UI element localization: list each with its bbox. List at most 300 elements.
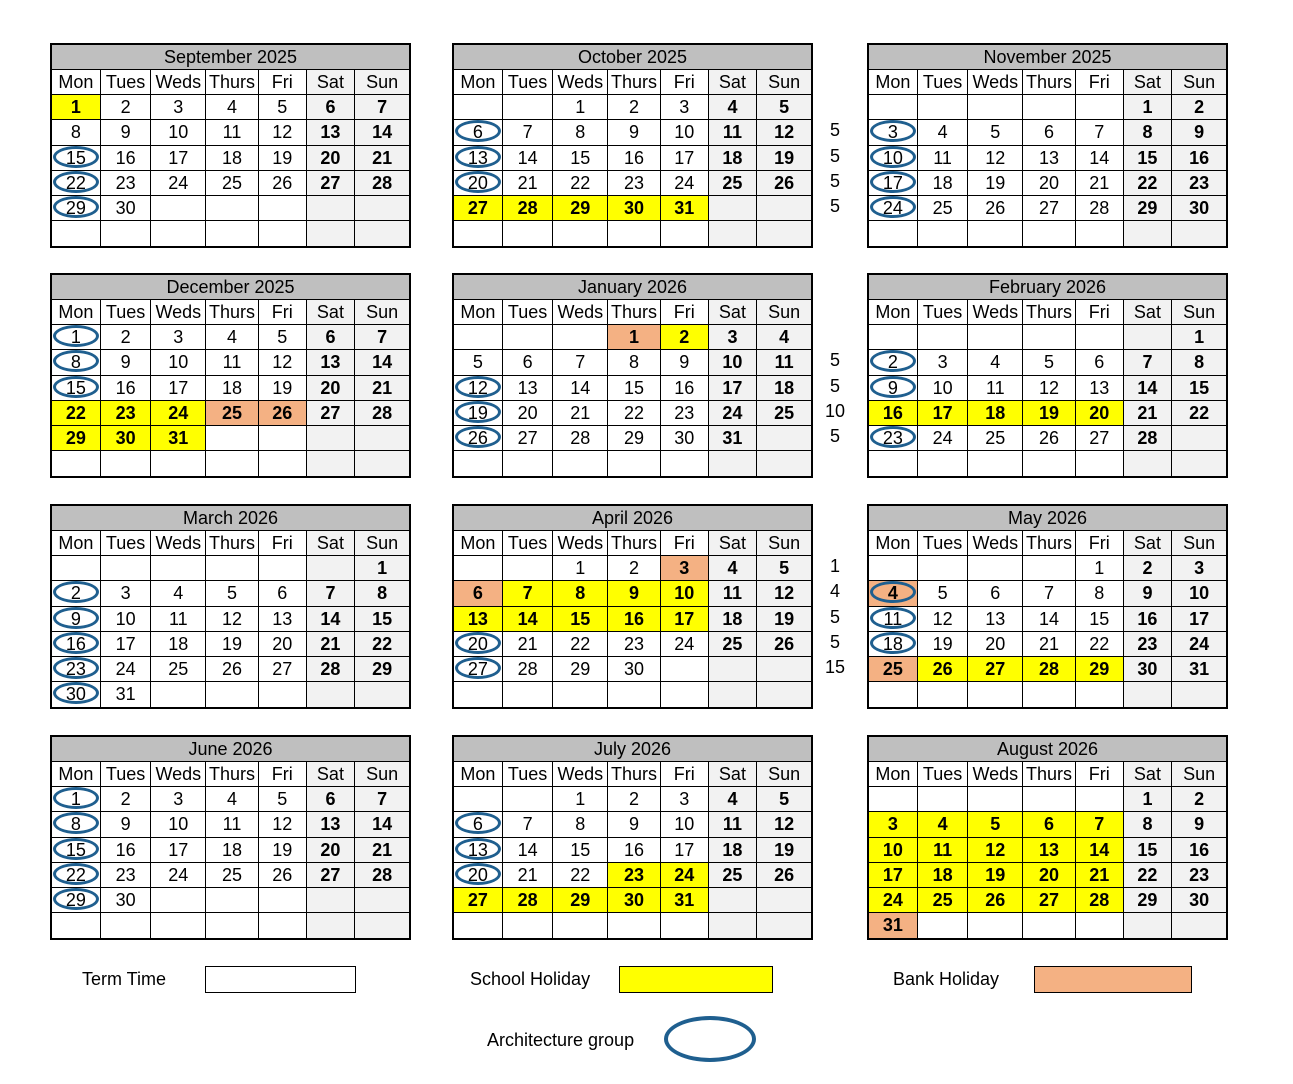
empty-cell (1124, 325, 1173, 349)
week-count: 5 (829, 170, 840, 191)
weekday-header: Tues (101, 70, 152, 94)
day-cell: 30 (1172, 196, 1226, 220)
day-cell: 16 (52, 632, 101, 656)
day-cell: 15 (52, 146, 101, 170)
month-title: July 2026 (454, 737, 811, 762)
empty-cell (869, 221, 918, 246)
empty-cell (968, 913, 1023, 938)
day-cell: 17 (661, 146, 709, 170)
day-cell: 20 (259, 632, 307, 656)
weekday-header: Thurs (206, 762, 259, 786)
empty-cell (206, 196, 259, 220)
day-cell: 7 (1076, 812, 1124, 836)
empty-cell (918, 682, 969, 707)
empty-cell (709, 221, 758, 246)
day-cell: 10 (661, 120, 709, 144)
day-cell: 22 (553, 863, 608, 887)
day-cell: 20 (1023, 863, 1076, 887)
day-cell: 5 (1023, 350, 1076, 374)
weekday-header: Sat (1124, 300, 1173, 324)
day-cell: 30 (101, 888, 152, 912)
day-cell: 19 (1023, 401, 1076, 425)
day-cell: 5 (757, 556, 811, 580)
empty-cell (503, 787, 554, 811)
week-row (454, 838, 811, 863)
day-cell: 18 (206, 838, 259, 862)
empty-cell (757, 913, 811, 938)
day-cell: 12 (454, 376, 503, 400)
weekday-header: Weds (553, 531, 608, 555)
day-cell: 8 (1172, 350, 1226, 374)
empty-cell (1023, 325, 1076, 349)
empty-cell (307, 913, 356, 938)
week-count: 5 (829, 350, 840, 371)
day-cell: 5 (259, 325, 307, 349)
day-cell: 22 (553, 171, 608, 195)
day-cell: 28 (355, 401, 409, 425)
day-cell: 29 (355, 657, 409, 681)
week-row (869, 171, 1226, 196)
day-cell: 24 (661, 171, 709, 195)
day-cell: 10 (151, 812, 206, 836)
week-row (454, 657, 811, 682)
day-cell: 3 (101, 581, 152, 605)
day-cell: 7 (355, 325, 409, 349)
empty-cell (503, 913, 554, 938)
day-cell: 24 (101, 657, 152, 681)
day-cell: 21 (1023, 632, 1076, 656)
day-cell: 21 (355, 376, 409, 400)
empty-cell (918, 95, 969, 119)
day-cell: 4 (869, 581, 918, 605)
day-cell: 2 (101, 325, 152, 349)
day-cell: 16 (101, 376, 152, 400)
week-row (869, 221, 1226, 246)
week-count: 5 (829, 375, 840, 396)
empty-cell (52, 451, 101, 476)
month-title: August 2026 (869, 737, 1226, 762)
day-cell: 28 (503, 888, 554, 912)
week-row (869, 95, 1226, 120)
week-count: 5 (829, 120, 840, 141)
day-cell: 27 (454, 657, 503, 681)
month-january-2026 (452, 273, 813, 478)
empty-cell (1023, 451, 1076, 476)
empty-cell (757, 451, 811, 476)
day-cell: 1 (1124, 95, 1173, 119)
day-cell: 21 (503, 632, 554, 656)
weekday-header: Sun (355, 531, 409, 555)
day-cell: 5 (968, 812, 1023, 836)
architecture-group-ring (53, 171, 99, 193)
weekday-header: Tues (918, 300, 969, 324)
empty-cell (918, 913, 969, 938)
day-cell: 13 (307, 120, 356, 144)
empty-cell (869, 95, 918, 119)
day-cell: 4 (918, 812, 969, 836)
day-cell: 9 (608, 120, 661, 144)
day-cell: 19 (454, 401, 503, 425)
day-cell: 26 (206, 657, 259, 681)
week-row (52, 787, 409, 812)
empty-cell (151, 682, 206, 707)
day-cell: 25 (869, 657, 918, 681)
day-cell: 10 (1172, 581, 1226, 605)
architecture-group-ring (870, 196, 916, 218)
empty-cell (1124, 451, 1173, 476)
day-cell: 4 (151, 581, 206, 605)
day-cell: 17 (918, 401, 969, 425)
empty-cell (869, 787, 918, 811)
day-cell: 6 (307, 325, 356, 349)
day-cell: 29 (608, 426, 661, 450)
day-cell: 12 (259, 120, 307, 144)
weekday-header: Thurs (206, 531, 259, 555)
day-cell: 1 (52, 325, 101, 349)
day-cell: 15 (1172, 376, 1226, 400)
day-cell: 6 (454, 120, 503, 144)
empty-cell (307, 682, 356, 707)
day-cell: 23 (608, 632, 661, 656)
empty-cell (1076, 682, 1124, 707)
weekday-header: Fri (1076, 531, 1124, 555)
day-cell: 12 (1023, 376, 1076, 400)
weekday-header: Sat (307, 300, 356, 324)
day-cell: 24 (661, 632, 709, 656)
empty-cell (1124, 221, 1173, 246)
empty-cell (307, 556, 356, 580)
week-row (52, 451, 409, 476)
weekday-header: Tues (503, 762, 554, 786)
day-cell: 21 (503, 863, 554, 887)
empty-cell (206, 913, 259, 938)
weekday-header-row (52, 531, 409, 556)
empty-cell (869, 682, 918, 707)
day-cell: 17 (661, 607, 709, 631)
day-cell: 7 (1124, 350, 1173, 374)
day-cell: 15 (608, 376, 661, 400)
day-cell: 23 (869, 426, 918, 450)
day-cell: 18 (206, 376, 259, 400)
day-cell: 22 (1076, 632, 1124, 656)
day-cell: 7 (503, 581, 554, 605)
day-cell: 1 (1172, 325, 1226, 349)
weekday-header: Sun (757, 300, 811, 324)
day-cell: 7 (1023, 581, 1076, 605)
day-cell: 7 (355, 787, 409, 811)
empty-cell (918, 451, 969, 476)
empty-cell (709, 888, 758, 912)
empty-cell (661, 451, 709, 476)
month-title: December 2025 (52, 275, 409, 300)
day-cell: 23 (52, 657, 101, 681)
empty-cell (206, 888, 259, 912)
weekday-header: Fri (1076, 300, 1124, 324)
day-cell: 28 (1076, 196, 1124, 220)
week-row (454, 787, 811, 812)
day-cell: 18 (968, 401, 1023, 425)
day-cell: 14 (503, 607, 554, 631)
day-cell: 31 (661, 888, 709, 912)
architecture-group-ring (870, 607, 916, 629)
week-row (52, 376, 409, 401)
empty-cell (1172, 451, 1226, 476)
weekday-header: Sun (757, 531, 811, 555)
day-cell: 27 (307, 171, 356, 195)
month-october-2025 (452, 43, 813, 248)
week-count: 15 (824, 657, 846, 677)
week-row (869, 451, 1226, 476)
weekday-header: Sat (1124, 70, 1173, 94)
month-title: October 2025 (454, 45, 811, 70)
day-cell: 9 (1124, 581, 1173, 605)
weekday-header: Sun (757, 70, 811, 94)
weekday-header-row (454, 531, 811, 556)
empty-cell (503, 221, 554, 246)
week-row (454, 888, 811, 913)
day-cell: 10 (661, 812, 709, 836)
day-cell: 6 (307, 95, 356, 119)
day-cell: 24 (661, 863, 709, 887)
week-row (454, 863, 811, 888)
day-cell: 26 (454, 426, 503, 450)
day-cell: 10 (151, 120, 206, 144)
day-cell: 14 (503, 146, 554, 170)
empty-cell (709, 196, 758, 220)
week-row (454, 913, 811, 938)
week-row (454, 401, 811, 426)
architecture-group-ring (53, 812, 99, 834)
day-cell: 13 (454, 838, 503, 862)
day-cell: 29 (52, 426, 101, 450)
empty-cell (869, 325, 918, 349)
weekday-header: Mon (869, 762, 918, 786)
weekday-header-row (454, 762, 811, 787)
empty-cell (1076, 787, 1124, 811)
day-cell: 9 (101, 812, 152, 836)
week-row (869, 888, 1226, 913)
weekday-header: Tues (101, 531, 152, 555)
day-cell: 12 (757, 120, 811, 144)
week-row (52, 350, 409, 375)
day-cell: 23 (101, 171, 152, 195)
day-cell: 25 (757, 401, 811, 425)
week-count: 5 (829, 631, 840, 652)
empty-cell (259, 682, 307, 707)
weekday-header: Sat (307, 762, 356, 786)
weekday-header: Sat (1124, 762, 1173, 786)
weekday-header: Sun (355, 70, 409, 94)
week-row (52, 581, 409, 606)
day-cell: 21 (1124, 401, 1173, 425)
architecture-group-ring (870, 632, 916, 654)
day-cell: 2 (52, 581, 101, 605)
day-cell: 22 (608, 401, 661, 425)
week-row (454, 350, 811, 375)
day-cell: 15 (52, 376, 101, 400)
day-cell: 9 (1172, 812, 1226, 836)
week-row (869, 401, 1226, 426)
empty-cell (206, 426, 259, 450)
empty-cell (757, 196, 811, 220)
day-cell: 20 (1023, 171, 1076, 195)
day-cell: 25 (709, 863, 758, 887)
empty-cell (608, 913, 661, 938)
day-cell: 25 (918, 888, 969, 912)
day-cell: 27 (1023, 196, 1076, 220)
day-cell: 7 (307, 581, 356, 605)
week-row (52, 913, 409, 938)
week-row (52, 325, 409, 350)
day-cell: 8 (1076, 581, 1124, 605)
weekday-header: Sat (709, 300, 758, 324)
weekday-header: Thurs (1023, 300, 1076, 324)
weekday-header: Mon (454, 300, 503, 324)
empty-cell (151, 888, 206, 912)
empty-cell (1023, 556, 1076, 580)
day-cell: 30 (608, 888, 661, 912)
day-cell: 12 (757, 581, 811, 605)
week-row (52, 607, 409, 632)
week-row (52, 120, 409, 145)
day-cell: 16 (608, 607, 661, 631)
architecture-group-ring (870, 376, 916, 398)
empty-cell (52, 556, 101, 580)
day-cell: 14 (307, 607, 356, 631)
day-cell: 19 (968, 171, 1023, 195)
day-cell: 19 (259, 146, 307, 170)
day-cell: 21 (553, 401, 608, 425)
day-cell: 24 (918, 426, 969, 450)
weekday-header-row (52, 70, 409, 95)
legend-bank-holiday-label: Bank Holiday (893, 969, 1000, 989)
week-row (454, 607, 811, 632)
weekday-header-row (869, 70, 1226, 95)
week-row (869, 556, 1226, 581)
day-cell: 14 (1124, 376, 1173, 400)
day-cell: 25 (968, 426, 1023, 450)
day-cell: 19 (259, 376, 307, 400)
architecture-group-ring (53, 682, 99, 704)
weekday-header: Tues (918, 531, 969, 555)
day-cell: 11 (709, 812, 758, 836)
empty-cell (968, 556, 1023, 580)
day-cell: 9 (661, 350, 709, 374)
day-cell: 17 (101, 632, 152, 656)
empty-cell (918, 787, 969, 811)
day-cell: 13 (503, 376, 554, 400)
week-row (869, 657, 1226, 682)
architecture-group-ring (455, 401, 501, 423)
empty-cell (553, 682, 608, 707)
day-cell: 15 (553, 838, 608, 862)
empty-cell (918, 221, 969, 246)
weekday-header: Tues (101, 300, 152, 324)
day-cell: 21 (1076, 863, 1124, 887)
day-cell: 27 (307, 401, 356, 425)
week-row (869, 607, 1226, 632)
weekday-header: Sun (757, 762, 811, 786)
weekday-header: Mon (454, 762, 503, 786)
day-cell: 16 (101, 838, 152, 862)
day-cell: 9 (101, 120, 152, 144)
week-row (454, 196, 811, 221)
day-cell: 6 (1023, 812, 1076, 836)
empty-cell (1023, 682, 1076, 707)
architecture-group-ring (870, 350, 916, 372)
day-cell: 12 (259, 350, 307, 374)
day-cell: 19 (206, 632, 259, 656)
month-march-2026 (50, 504, 411, 709)
empty-cell (503, 682, 554, 707)
weekday-header: Mon (869, 70, 918, 94)
day-cell: 15 (355, 607, 409, 631)
day-cell: 31 (661, 196, 709, 220)
day-cell: 3 (869, 812, 918, 836)
day-cell: 26 (259, 863, 307, 887)
empty-cell (503, 325, 554, 349)
day-cell: 28 (355, 863, 409, 887)
day-cell: 22 (355, 632, 409, 656)
week-row (869, 146, 1226, 171)
empty-cell (757, 888, 811, 912)
day-cell: 16 (1172, 146, 1226, 170)
weekday-header-row (869, 531, 1226, 556)
week-row (454, 120, 811, 145)
weekday-header: Thurs (608, 300, 661, 324)
weekday-header: Fri (1076, 762, 1124, 786)
day-cell: 26 (918, 657, 969, 681)
empty-cell (553, 913, 608, 938)
month-april-2026 (452, 504, 813, 709)
day-cell: 30 (101, 426, 152, 450)
day-cell: 24 (151, 401, 206, 425)
day-cell: 20 (307, 376, 356, 400)
empty-cell (1172, 913, 1226, 938)
weekday-header: Fri (661, 762, 709, 786)
empty-cell (454, 325, 503, 349)
month-december-2025 (50, 273, 411, 478)
day-cell: 10 (661, 581, 709, 605)
day-cell: 7 (1076, 120, 1124, 144)
day-cell: 2 (608, 95, 661, 119)
weekday-header: Thurs (608, 70, 661, 94)
day-cell: 22 (553, 632, 608, 656)
day-cell: 10 (151, 350, 206, 374)
day-cell: 16 (608, 146, 661, 170)
empty-cell (307, 221, 356, 246)
day-cell: 19 (968, 863, 1023, 887)
day-cell: 4 (968, 350, 1023, 374)
day-cell: 23 (1124, 632, 1173, 656)
day-cell: 8 (1124, 812, 1173, 836)
empty-cell (454, 556, 503, 580)
day-cell: 14 (1076, 146, 1124, 170)
day-cell: 30 (101, 196, 152, 220)
day-cell: 10 (709, 350, 758, 374)
day-cell: 2 (608, 787, 661, 811)
day-cell: 8 (553, 581, 608, 605)
day-cell: 9 (1172, 120, 1226, 144)
day-cell: 17 (151, 376, 206, 400)
architecture-group-ring (53, 863, 99, 885)
week-row (869, 325, 1226, 350)
day-cell: 6 (454, 581, 503, 605)
day-cell: 22 (1124, 863, 1173, 887)
day-cell: 11 (968, 376, 1023, 400)
day-cell: 3 (918, 350, 969, 374)
day-cell: 28 (307, 657, 356, 681)
